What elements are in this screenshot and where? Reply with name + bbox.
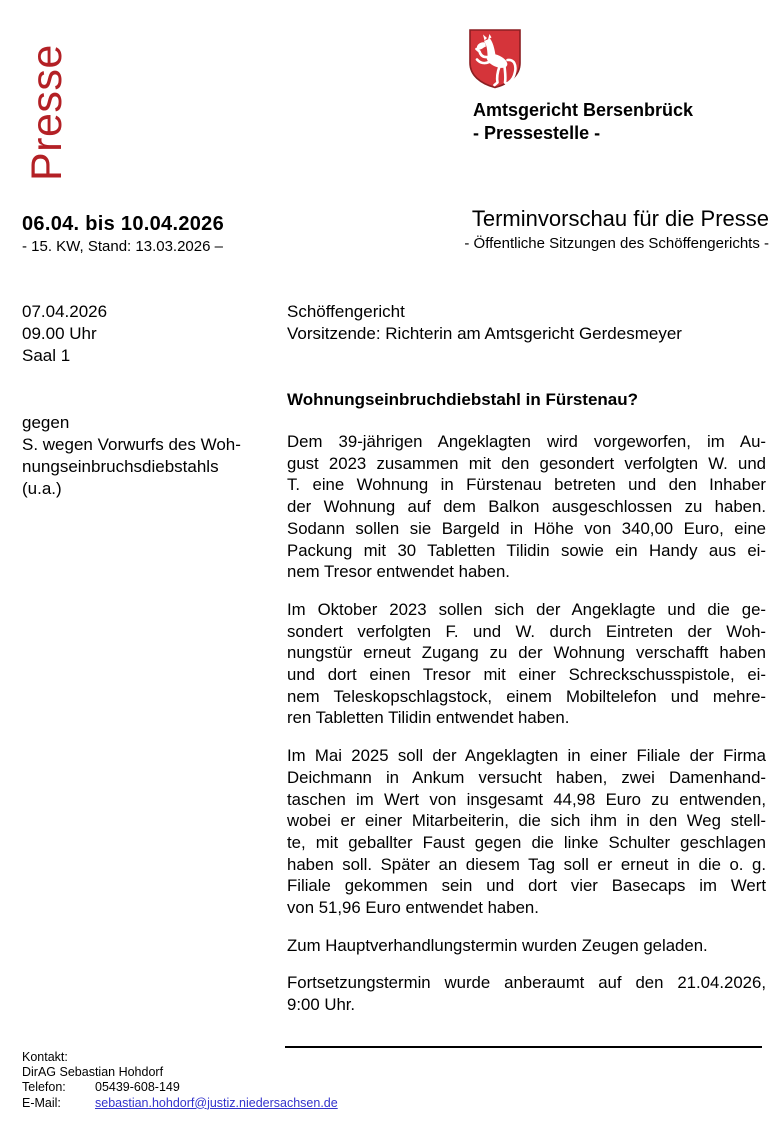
paragraph-line: nem Tresor entwendet haben. (287, 562, 510, 582)
email-row (22, 1096, 338, 1111)
paragraph-line: Zum Hauptverhandlungstermin wurden Zeugen geladen. (287, 935, 708, 955)
paragraph-line: ren Tabletten Tilidin entwendet haben. (287, 708, 570, 728)
paragraph-line: Sodann sollen sie Bargeld in Höhe von 340,00 Euro, eine (287, 518, 766, 538)
paragraph-line: Im Mai 2025 soll der Angeklagten in einer Filiale der Firma (287, 746, 766, 766)
case-headline: Wohnungseinbruchdiebstahl in Fürstenau? (287, 390, 639, 409)
defendant-line: (u.a.) (22, 479, 62, 498)
session-room: Saal 1 (22, 346, 71, 365)
paragraph-line: Fortsetzungstermin wurde anberaumt auf den 21.04.2026, (287, 973, 766, 993)
presse-vertical-label: Presse (23, 44, 71, 181)
paragraph-line: Dem 39-jährigen Angeklagten wird vorgeworfen, im Au- (287, 432, 766, 451)
paragraph-line: nungstür erneut Zugang zu der Wohnung verschafft haben (287, 643, 766, 663)
paragraph-line: wobei er einer Mitarbeiterin, die sich ihm in den Weg stell- (287, 811, 766, 831)
document-title: Terminvorschau für die Presse (471, 206, 769, 231)
document-title-block (464, 205, 769, 253)
defendant-block (22, 412, 284, 500)
issuing-office-block (473, 99, 693, 145)
footer-divider (285, 1046, 762, 1048)
against-label: gegen (22, 413, 70, 432)
paragraph-line: Im Oktober 2023 sollen sich der Angeklagte und die ge- (287, 599, 766, 619)
phone-label: Telefon: (22, 1080, 66, 1095)
paragraph-line: taschen im Wert von insgesamt 44,98 Euro zu entwenden, (287, 789, 766, 809)
paragraph-line: Packung mit 30 Tabletten Tilidin sowie ein Handy aus ei- (287, 540, 766, 560)
press-paragraph (287, 599, 766, 729)
press-paragraph (287, 972, 766, 1015)
email-link[interactable]: sebastian.hohdorf@justiz.niedersachsen.de (95, 1095, 338, 1110)
court-name: Schöffengericht (287, 302, 405, 321)
paragraph-line: T. eine Wohnung in Fürstenau betreten und den Inhaber (287, 475, 766, 495)
court-info-block (287, 301, 767, 345)
paragraph-line: Deichmann in Ankum versucht haben, zwei Damenhand- (287, 767, 766, 787)
week-status-line: - 15. KW, Stand: 13.03.2026 – (22, 238, 223, 255)
contact-name: DirAG Sebastian Hohdorf (22, 1065, 164, 1080)
press-paragraph (287, 745, 766, 919)
phone-row (22, 1080, 338, 1095)
paragraph-line: der Wohnung auf dem Balkon ausgeschlossen zu haben. (287, 497, 766, 517)
paragraph-line: 9:00 Uhr. (287, 995, 356, 1015)
lower-saxony-coat-of-arms-icon (468, 28, 522, 90)
session-datetime-block (22, 301, 107, 367)
press-body-paragraphs (287, 431, 766, 1032)
paragraph-line: und dort einen Tresor mit einer Schreckschusspistole, ei- (287, 665, 766, 685)
press-paragraph (287, 935, 766, 957)
session-time: 09.00 Uhr (22, 324, 97, 343)
defendant-line: S. wegen Vorwurfs des Woh- (22, 435, 241, 454)
press-paragraph (287, 431, 766, 583)
office-subtitle: - Pressestelle - (473, 123, 601, 143)
document-subtitle: - Öffentliche Sitzungen des Schöffengerichts - (464, 235, 769, 252)
paragraph-line: von 51,96 Euro entwendet haben. (287, 898, 539, 918)
contact-block (22, 1050, 338, 1111)
paragraph-line: Filiale gekommen sein und dort vier Basecaps im Wert (287, 876, 766, 896)
defendant-line: nungseinbruchsdiebstahls (22, 457, 219, 476)
phone-number: 05439-608-149 (95, 1080, 180, 1095)
paragraph-line: gust 2023 zusammen mit den gesondert verfolgten W. und (287, 453, 766, 473)
paragraph-line: haben soll. Später an diesem Tag soll er erneut in die o. g. (287, 854, 766, 874)
presiding-judge: Vorsitzende: Richterin am Amtsgericht Gerdesmeyer (287, 324, 682, 343)
session-date: 07.04.2026 (22, 302, 108, 321)
contact-label: Kontakt: (22, 1050, 68, 1064)
office-name: Amtsgericht Bersenbrück (473, 100, 694, 120)
paragraph-line: sondert verfolgten F. und W. durch Eintreten der Woh- (287, 621, 766, 641)
week-date-range: 06.04. bis 10.04.2026 (22, 213, 225, 235)
paragraph-line: te, mit geballter Faust gegen die linke Schulter geschlagen (287, 832, 766, 852)
paragraph-line: nem Teleskopschlagstock, einem Mobiltelefon und mehre- (287, 686, 766, 706)
email-label: E-Mail: (22, 1095, 61, 1110)
